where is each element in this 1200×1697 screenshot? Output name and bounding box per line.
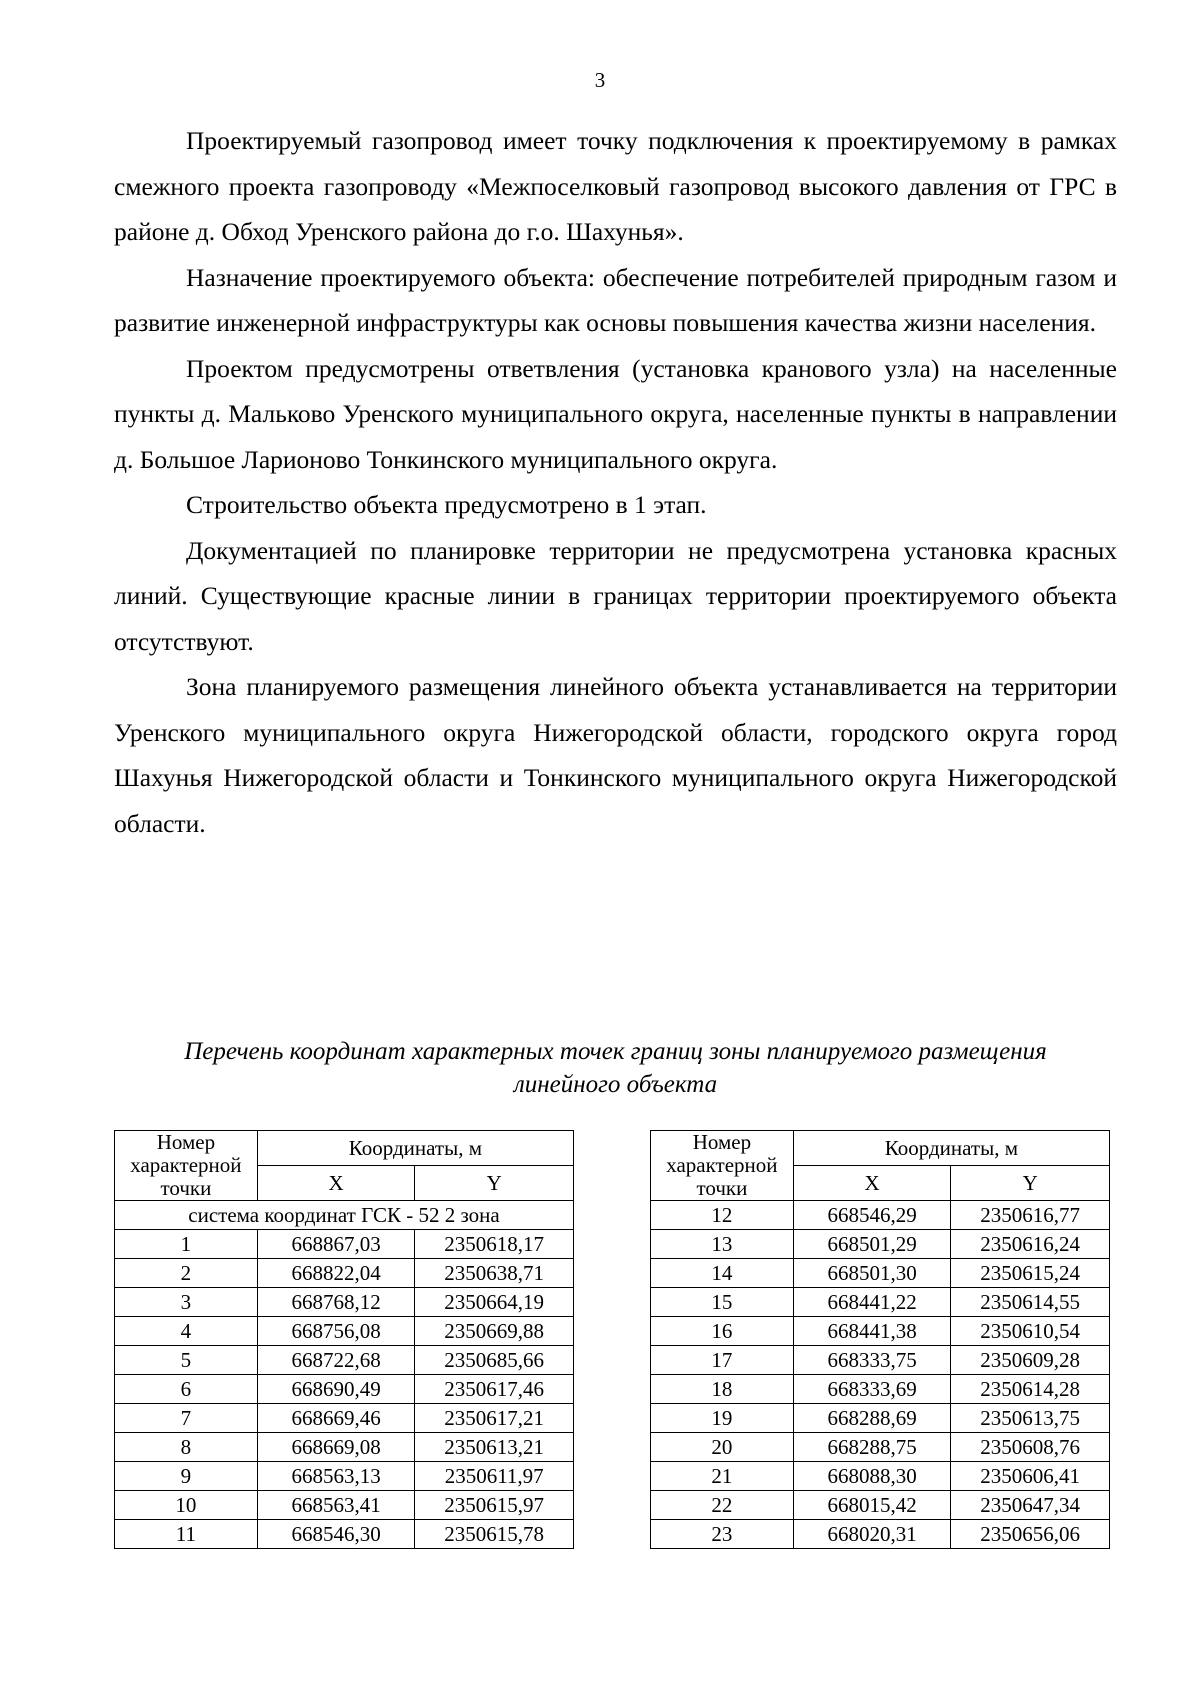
table-row — [115, 1433, 574, 1462]
table-caption-line-1: Перечень координат характерных точек границ зоны планируемого размещения — [184, 1038, 1047, 1065]
table-row — [115, 1404, 574, 1433]
table-row — [115, 1346, 574, 1375]
point-number-cell: 8 — [115, 1433, 258, 1462]
y-coordinate-cell: 2350615,24 — [951, 1259, 1110, 1288]
header-point-number: Номер характерной точки — [651, 1131, 794, 1201]
x-coordinate-cell: 668563,13 — [257, 1462, 415, 1491]
table-row — [651, 1433, 1110, 1462]
x-coordinate-cell: 668333,75 — [793, 1346, 951, 1375]
y-coordinate-cell: 2350669,88 — [415, 1317, 574, 1346]
paragraph-connection-point: Проектируемый газопровод имеет точку подключения к проектируемому в рамках смежного проекта газопроводу «Межпоселковый газопровод высокого давления от ГРС в районе д. Обход Уренского района до г.о. Шахунья». — [114, 126, 1117, 246]
x-coordinate-cell: 668288,69 — [793, 1404, 951, 1433]
point-number-cell: 23 — [651, 1520, 794, 1549]
table-row — [115, 1491, 574, 1520]
coordinate-system-row: система координат ГСК - 52 2 зона — [115, 1201, 574, 1230]
y-coordinate-cell: 2350613,75 — [951, 1404, 1110, 1433]
y-coordinate-cell: 2350610,54 — [951, 1317, 1110, 1346]
point-number-cell: 19 — [651, 1404, 794, 1433]
table-row — [651, 1375, 1110, 1404]
point-number-cell: 20 — [651, 1433, 794, 1462]
table-row — [651, 1317, 1110, 1346]
y-coordinate-cell: 2350617,46 — [415, 1375, 574, 1404]
table-row — [115, 1317, 574, 1346]
x-coordinate-cell: 668563,41 — [257, 1491, 415, 1520]
paragraph-red-lines: Документацией по планировке территории не предусмотрена установка красных линий. Существующие красные линии в границах территории проектируемого объекта отсутствуют. — [114, 535, 1117, 656]
x-coordinate-cell: 668768,12 — [257, 1288, 415, 1317]
y-coordinate-cell: 2350611,97 — [415, 1462, 574, 1491]
header-x: X — [793, 1166, 951, 1201]
coordinates-table-left — [114, 1130, 574, 1549]
y-coordinate-cell: 2350616,24 — [951, 1230, 1110, 1259]
header-x: X — [257, 1166, 415, 1201]
x-coordinate-cell: 668501,30 — [793, 1259, 951, 1288]
y-coordinate-cell: 2350685,66 — [415, 1346, 574, 1375]
point-number-cell: 3 — [115, 1288, 258, 1317]
y-coordinate-cell: 2350608,76 — [951, 1433, 1110, 1462]
header-point-number: Номер характерной точки — [115, 1131, 258, 1201]
x-coordinate-cell: 668822,04 — [257, 1259, 415, 1288]
y-coordinate-cell: 2350656,06 — [951, 1520, 1110, 1549]
table-row — [651, 1230, 1110, 1259]
table-row — [115, 1462, 574, 1491]
coordinates-table-right — [650, 1130, 1110, 1549]
x-coordinate-cell: 668441,22 — [793, 1288, 951, 1317]
table-row — [651, 1491, 1110, 1520]
x-coordinate-cell: 668669,08 — [257, 1433, 415, 1462]
point-number-cell: 14 — [651, 1259, 794, 1288]
header-coordinates: Координаты, м — [257, 1131, 573, 1166]
table-row — [115, 1230, 574, 1259]
y-coordinate-cell: 2350616,77 — [951, 1201, 1110, 1230]
point-number-cell: 11 — [115, 1520, 258, 1549]
header-y: Y — [951, 1166, 1110, 1201]
table-row — [651, 1462, 1110, 1491]
point-number-cell: 22 — [651, 1491, 794, 1520]
x-coordinate-cell: 668756,08 — [257, 1317, 415, 1346]
paragraph-purpose: Назначение проектируемого объекта: обеспечение потребителей природным газом и развитие инженерной инфраструктуры как основы повышения качества жизни населения. — [114, 262, 1117, 337]
y-coordinate-cell: 2350606,41 — [951, 1462, 1110, 1491]
table-row — [651, 1520, 1110, 1549]
table-row — [651, 1346, 1110, 1375]
y-coordinate-cell: 2350613,21 — [415, 1433, 574, 1462]
table-row — [651, 1201, 1110, 1230]
table-row — [651, 1259, 1110, 1288]
y-coordinate-cell: 2350615,78 — [415, 1520, 574, 1549]
header-y: Y — [415, 1166, 574, 1201]
body-text — [114, 118, 1117, 846]
x-coordinate-cell: 668015,42 — [793, 1491, 951, 1520]
x-coordinate-cell: 668867,03 — [257, 1230, 415, 1259]
point-number-cell: 7 — [115, 1404, 258, 1433]
y-coordinate-cell: 2350614,28 — [951, 1375, 1110, 1404]
x-coordinate-cell: 668333,69 — [793, 1375, 951, 1404]
paragraph-branches: Проектом предусмотрены ответвления (установка кранового узла) на населенные пункты д. Мальково Уренского муниципального округа, населенные пункты в направлении д. Большое Ларионово Тонкинского муниципального округа. — [114, 353, 1117, 474]
point-number-cell: 16 — [651, 1317, 794, 1346]
point-number-cell: 4 — [115, 1317, 258, 1346]
point-number-cell: 6 — [115, 1375, 258, 1404]
y-coordinate-cell: 2350618,17 — [415, 1230, 574, 1259]
x-coordinate-cell: 668546,30 — [257, 1520, 415, 1549]
paragraph-construction-stage: Строительство объекта предусмотрено в 1 этап. — [186, 490, 707, 519]
y-coordinate-cell: 2350615,97 — [415, 1491, 574, 1520]
y-coordinate-cell: 2350664,19 — [415, 1288, 574, 1317]
table-row — [115, 1259, 574, 1288]
table-row — [115, 1288, 574, 1317]
x-coordinate-cell: 668020,31 — [793, 1520, 951, 1549]
point-number-cell: 10 — [115, 1491, 258, 1520]
table-row — [651, 1404, 1110, 1433]
point-number-cell: 9 — [115, 1462, 258, 1491]
point-number-cell: 1 — [115, 1230, 258, 1259]
page-number: 3 — [594, 68, 606, 92]
table-caption-line-2: линейного объекта — [513, 1071, 718, 1098]
table-row — [651, 1288, 1110, 1317]
point-number-cell: 5 — [115, 1346, 258, 1375]
x-coordinate-cell: 668441,38 — [793, 1317, 951, 1346]
point-number-cell: 17 — [651, 1346, 794, 1375]
y-coordinate-cell: 2350647,34 — [951, 1491, 1110, 1520]
header-coordinates: Координаты, м — [793, 1131, 1109, 1166]
table-row — [115, 1375, 574, 1404]
point-number-cell: 21 — [651, 1462, 794, 1491]
y-coordinate-cell: 2350638,71 — [415, 1259, 574, 1288]
x-coordinate-cell: 668546,29 — [793, 1201, 951, 1230]
table-caption — [114, 1035, 1117, 1101]
table-row — [115, 1520, 574, 1549]
x-coordinate-cell: 668288,75 — [793, 1433, 951, 1462]
x-coordinate-cell: 668722,68 — [257, 1346, 415, 1375]
y-coordinate-cell: 2350617,21 — [415, 1404, 574, 1433]
y-coordinate-cell: 2350609,28 — [951, 1346, 1110, 1375]
point-number-cell: 12 — [651, 1201, 794, 1230]
x-coordinate-cell: 668669,46 — [257, 1404, 415, 1433]
point-number-cell: 15 — [651, 1288, 794, 1317]
x-coordinate-cell: 668501,29 — [793, 1230, 951, 1259]
paragraph-zone: Зона планируемого размещения линейного объекта устанавливается на территории Уренского муниципального округа Нижегородской области, городского округа город Шахунья Нижегородской области и Тонкинского муниципального округа Нижегородской области. — [114, 672, 1117, 838]
y-coordinate-cell: 2350614,55 — [951, 1288, 1110, 1317]
point-number-cell: 2 — [115, 1259, 258, 1288]
x-coordinate-cell: 668088,30 — [793, 1462, 951, 1491]
point-number-cell: 18 — [651, 1375, 794, 1404]
point-number-cell: 13 — [651, 1230, 794, 1259]
x-coordinate-cell: 668690,49 — [257, 1375, 415, 1404]
